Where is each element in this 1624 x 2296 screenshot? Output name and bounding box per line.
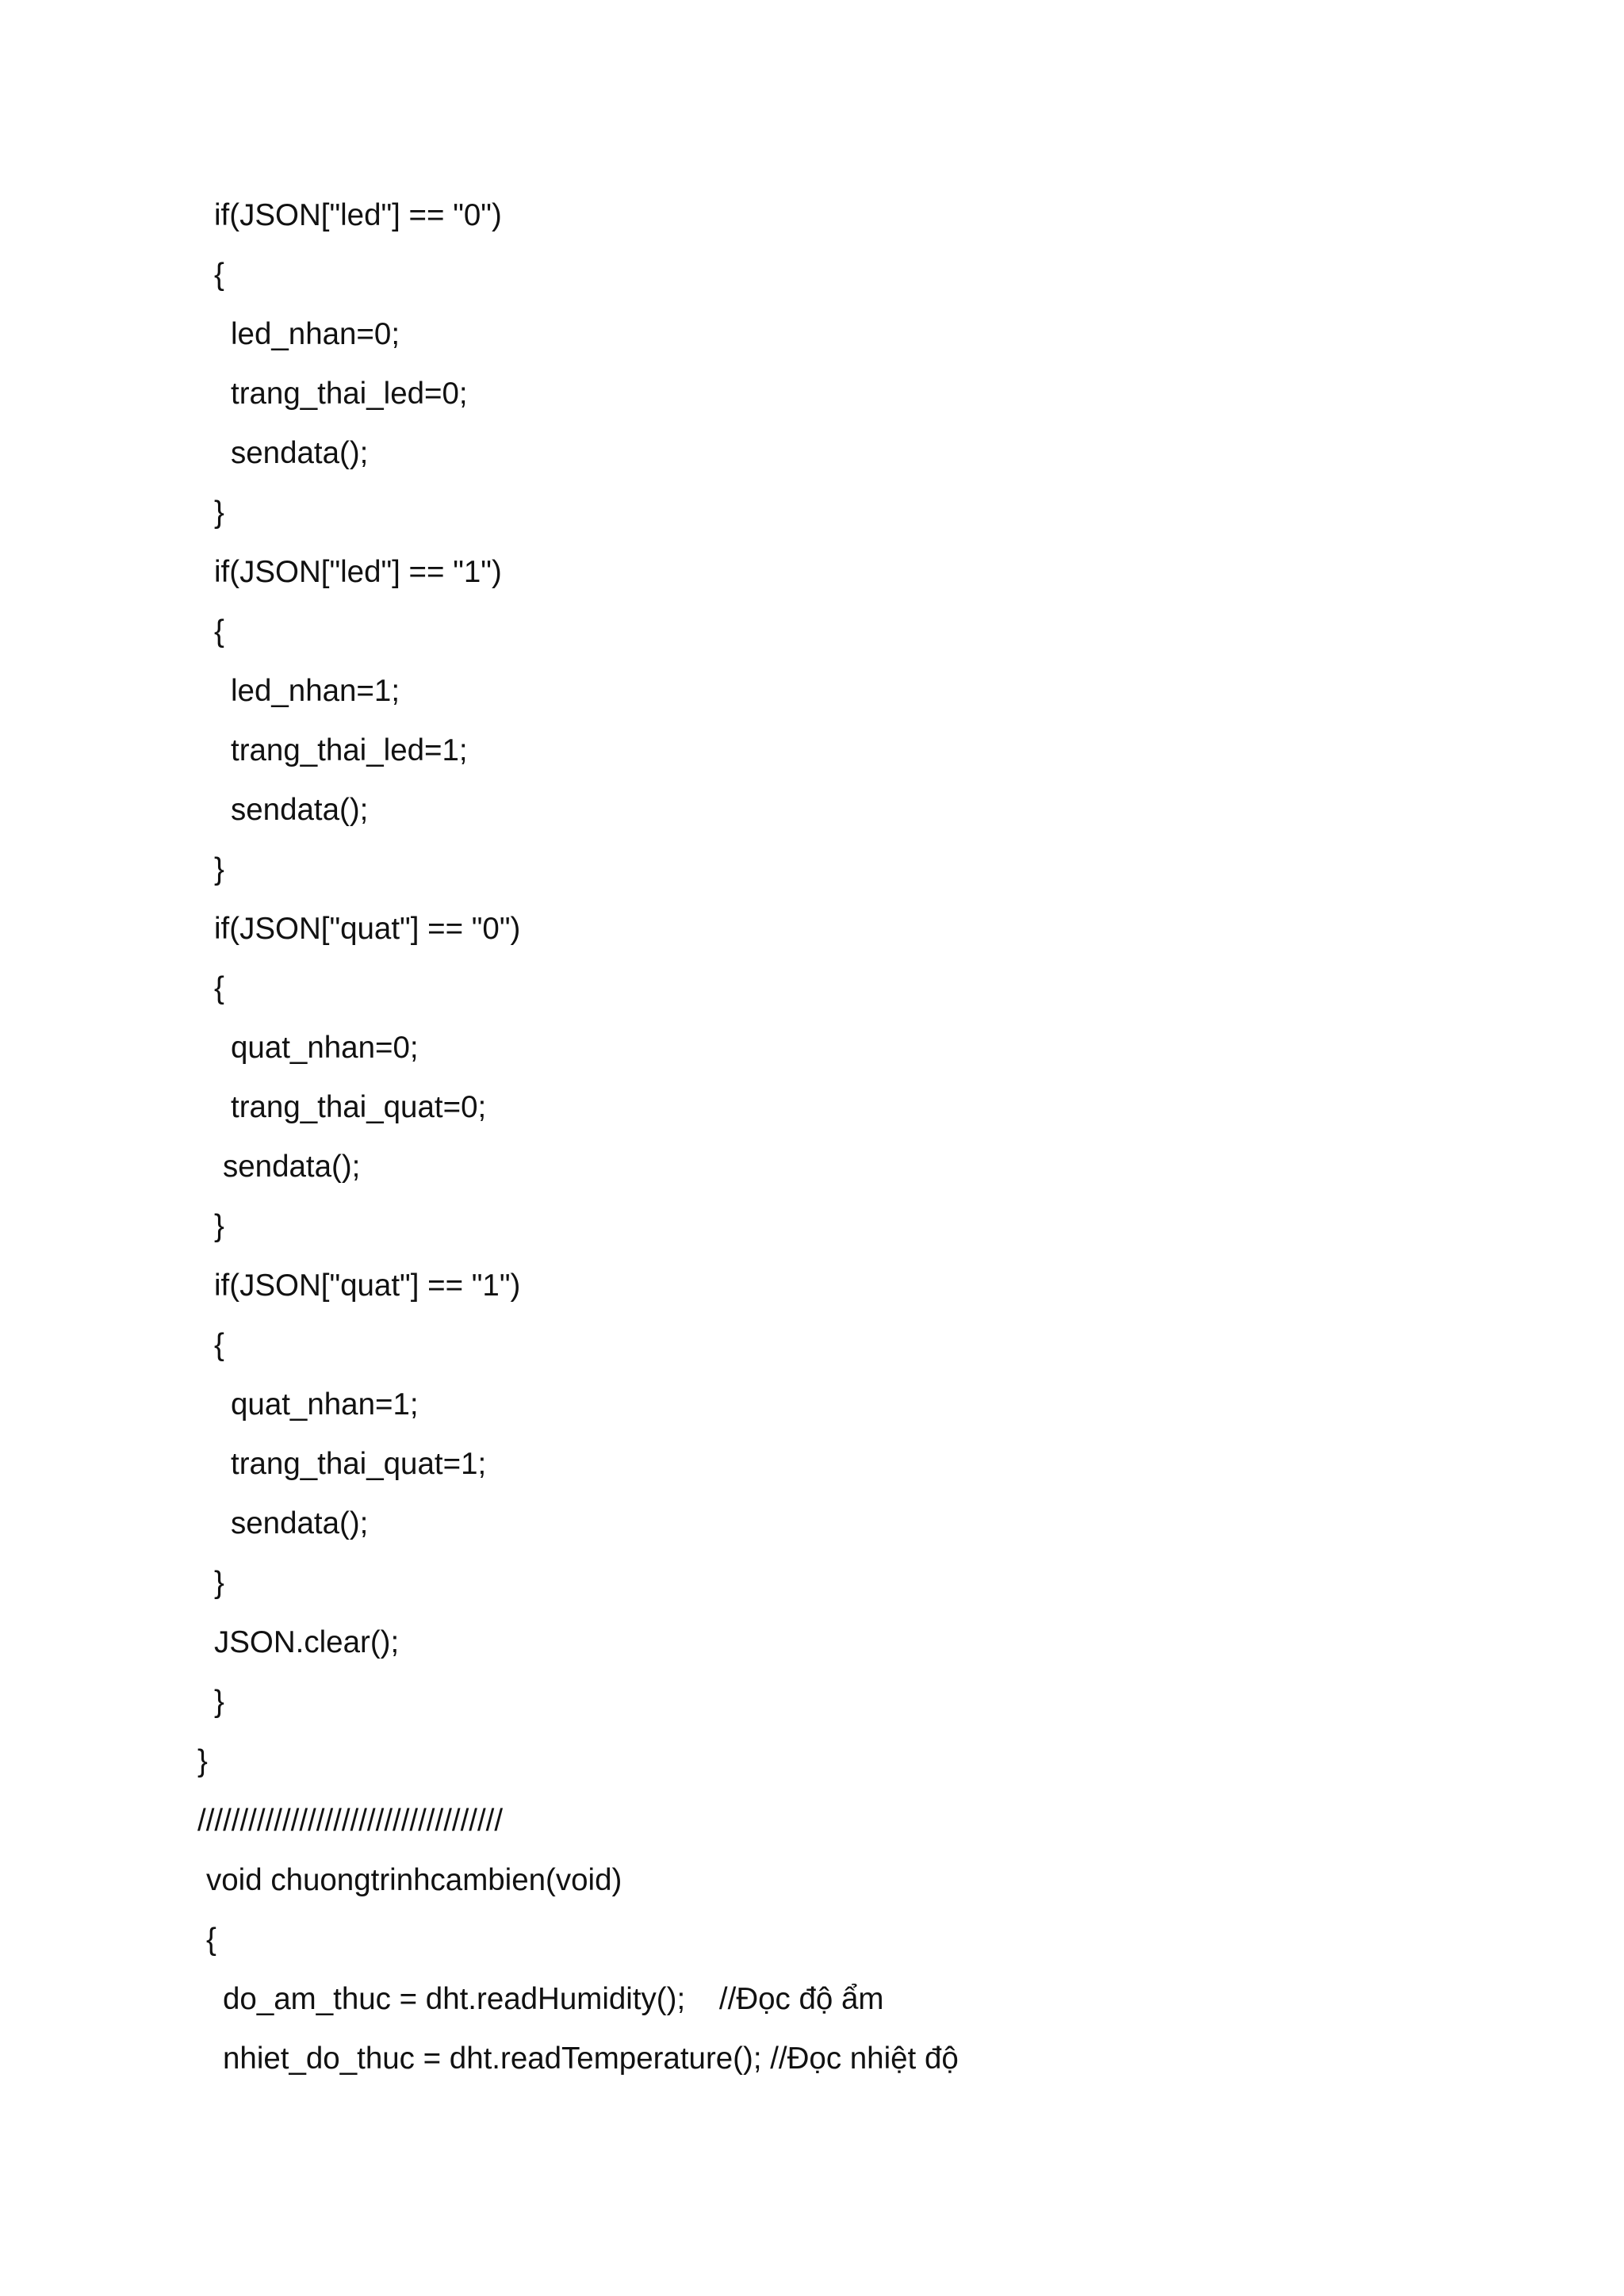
code-line: trang_thai_quat=1;	[231, 1447, 487, 1481]
code-line: trang_thai_led=0;	[231, 377, 468, 411]
code-line: led_nhan=1;	[231, 674, 400, 708]
code-line: }	[214, 1209, 224, 1243]
code-line: if(JSON["quat"] == "0")	[214, 912, 521, 946]
code-line: sendata();	[223, 1150, 361, 1184]
code-line: if(JSON["led"] == "1")	[214, 555, 502, 589]
code-line: nhiet_do_thuc = dht.readTemperature(); //Đọc nhiệt độ	[223, 2042, 959, 2076]
code-line: {	[214, 971, 224, 1005]
code-line: }	[214, 1685, 224, 1719]
code-line: }	[214, 1566, 224, 1600]
code-line: if(JSON["quat"] == "1")	[214, 1269, 521, 1303]
code-line: }	[197, 1744, 208, 1778]
code-line: do_am_thuc = dht.readHumidity(); //Đọc độ ẩm	[223, 1982, 884, 2016]
code-line: {	[206, 1923, 216, 1957]
code-line: {	[214, 614, 224, 649]
code-line: }	[214, 852, 224, 886]
code-line: sendata();	[231, 1506, 369, 1540]
code-line: sendata();	[231, 793, 369, 827]
comment-separator: ////////////////////////////////////	[197, 1804, 504, 1838]
code-line: {	[214, 258, 224, 292]
function-signature: void chuongtrinhcambien(void)	[206, 1863, 622, 1897]
code-line: }	[214, 496, 224, 530]
code-line: if(JSON["led"] == "0")	[214, 198, 502, 232]
code-line: quat_nhan=0;	[231, 1031, 419, 1065]
code-line: quat_nhan=1;	[231, 1387, 419, 1422]
code-line: led_nhan=0;	[231, 317, 400, 351]
code-line: sendata();	[231, 436, 369, 470]
code-line: trang_thai_quat=0;	[231, 1090, 487, 1124]
code-line: {	[214, 1328, 224, 1362]
code-line: JSON.clear();	[214, 1625, 400, 1659]
code-line: trang_thai_led=1;	[231, 733, 468, 767]
